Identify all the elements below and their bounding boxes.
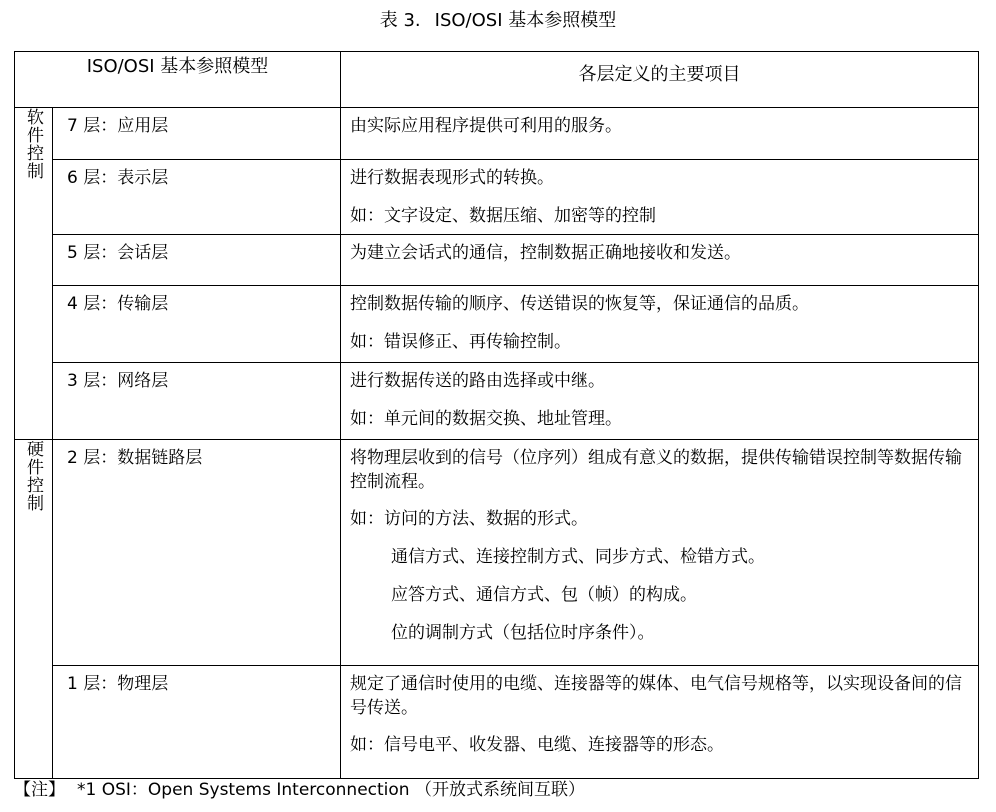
footnote-label: 【注】 bbox=[14, 780, 65, 800]
layer-5-definition bbox=[341, 235, 979, 286]
table-row bbox=[15, 235, 979, 286]
table-row bbox=[15, 160, 979, 235]
layer-1-definition bbox=[341, 666, 979, 779]
definition-example: 如：单元间的数据交换、地址管理。 bbox=[350, 409, 622, 429]
layer-6-name: 6 层：表示层 bbox=[53, 160, 341, 235]
layer-5-name: 5 层：会话层 bbox=[53, 235, 341, 286]
layer-7-definition bbox=[341, 108, 979, 160]
table-header-row bbox=[15, 52, 979, 108]
definition-line: 由实际应用程序提供可利用的服务。 bbox=[350, 116, 622, 136]
layer-2-definition bbox=[341, 440, 979, 666]
table-row bbox=[15, 108, 979, 160]
group-software-label: 软件控制 bbox=[23, 108, 43, 180]
definition-line: 将物理层收到的信号（位序列）组成有意义的数据，提供传输错误控制等数据传输控制流程。 bbox=[350, 448, 962, 492]
definition-line: 进行数据传送的路由选择或中继。 bbox=[350, 371, 605, 391]
layer-1-name: 1 层：物理层 bbox=[53, 666, 341, 779]
layer-3-definition bbox=[341, 363, 979, 440]
table-row bbox=[15, 286, 979, 363]
group-hardware-label: 硬件控制 bbox=[23, 440, 43, 512]
definition-example: 如：文字设定、数据压缩、加密等的控制 bbox=[350, 206, 656, 226]
definition-example-item: 位的调制方式（包括位时序条件）。 bbox=[391, 623, 655, 643]
header-definition: 各层定义的主要项目 bbox=[341, 52, 979, 108]
definition-example: 如：错误修正、再传输控制。 bbox=[350, 332, 571, 352]
footnote-text: *1 OSI：Open Systems Interconnection （开放式系统间互联） bbox=[77, 780, 585, 800]
table-row bbox=[15, 363, 979, 440]
definition-line: 控制数据传输的顺序、传送错误的恢复等，保证通信的品质。 bbox=[350, 294, 809, 314]
definition-example-item: 应答方式、通信方式、包（帧）的构成。 bbox=[391, 585, 697, 605]
table-caption bbox=[0, 9, 996, 33]
group-hardware bbox=[15, 440, 53, 779]
footnote bbox=[14, 778, 585, 802]
layer-6-definition bbox=[341, 160, 979, 235]
definition-line: 规定了通信时使用的电缆、连接器等的媒体、电气信号规格等，以实现设备间的信号传送。 bbox=[350, 674, 962, 718]
definition-example: 如：信号电平、收发器、电缆、连接器等的形态。 bbox=[350, 735, 724, 755]
table-number: 表 3. bbox=[379, 10, 421, 31]
definition-example-item: 通信方式、连接控制方式、同步方式、检错方式。 bbox=[391, 547, 765, 567]
definition-example: 如：访问的方法、数据的形式。 bbox=[350, 509, 588, 529]
group-software bbox=[15, 108, 53, 440]
definition-line: 进行数据表现形式的转换。 bbox=[350, 168, 554, 188]
header-model: ISO/OSI 基本参照模型 bbox=[15, 52, 341, 108]
layer-7-name: 7 层：应用层 bbox=[53, 108, 341, 160]
layer-2-name: 2 层：数据链路层 bbox=[53, 440, 341, 666]
table-row bbox=[15, 666, 979, 779]
table-row bbox=[15, 440, 979, 666]
osi-model-table bbox=[14, 51, 979, 779]
layer-4-definition bbox=[341, 286, 979, 363]
layer-4-name: 4 层：传输层 bbox=[53, 286, 341, 363]
definition-line: 为建立会话式的通信，控制数据正确地接收和发送。 bbox=[350, 243, 741, 263]
layer-3-name: 3 层：网络层 bbox=[53, 363, 341, 440]
table-title: ISO/OSI 基本参照模型 bbox=[434, 10, 617, 31]
